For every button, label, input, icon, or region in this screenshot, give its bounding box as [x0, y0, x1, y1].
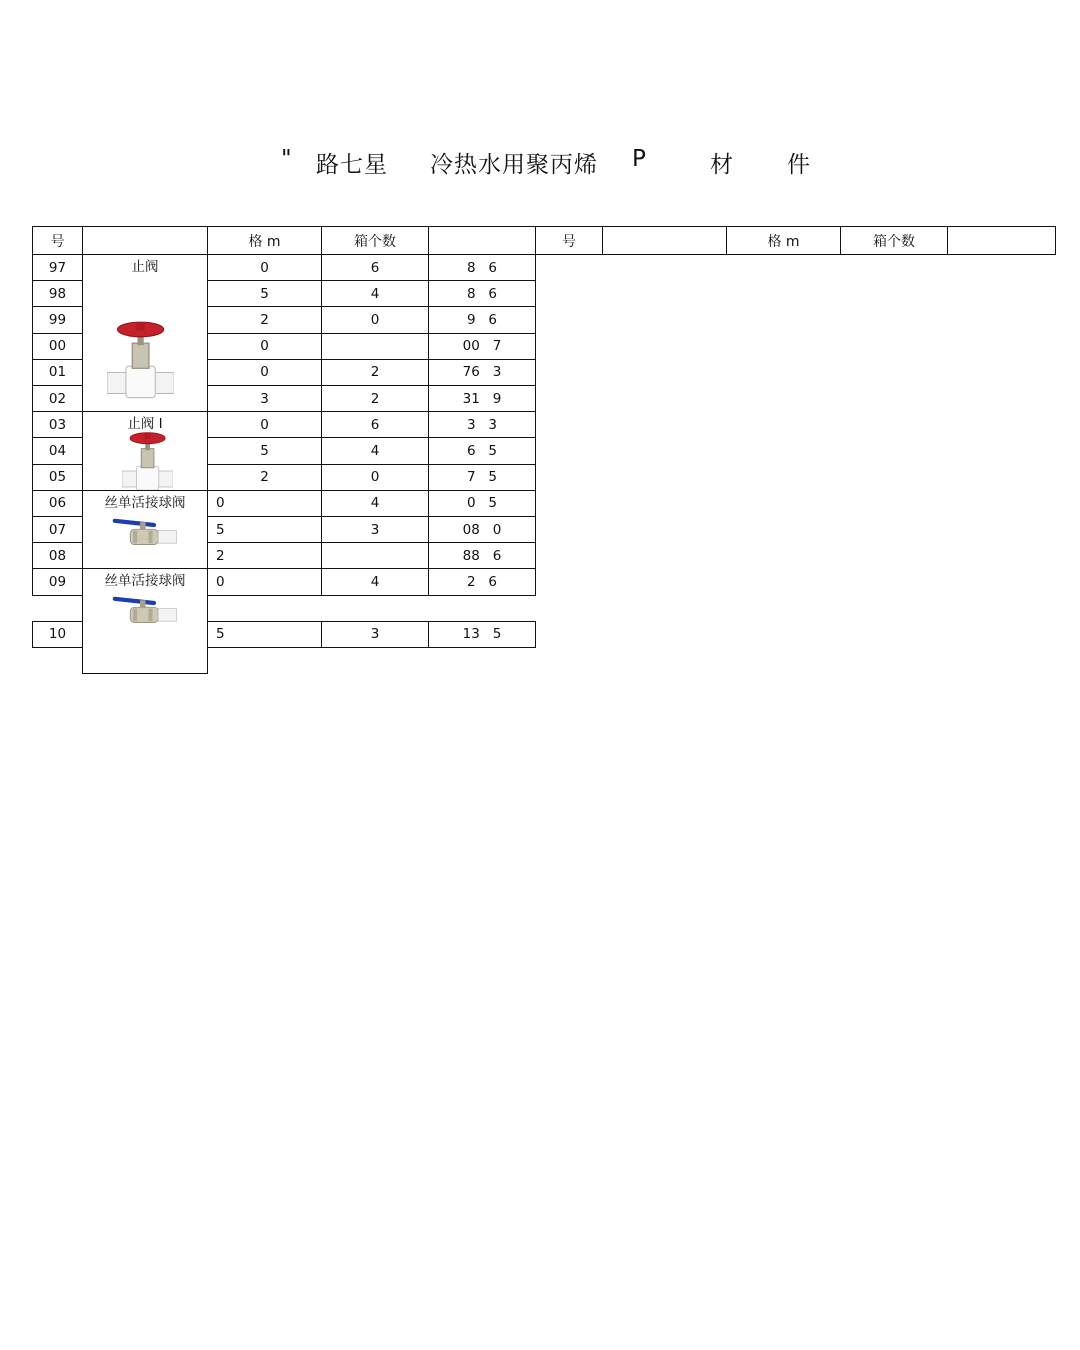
box-qty-cell: 4: [321, 490, 429, 517]
box-qty-cell: 0: [321, 306, 429, 333]
title-part: 件: [787, 152, 811, 178]
title-part: ": [281, 146, 293, 172]
item-no: 00: [32, 333, 83, 360]
item-no: 07: [32, 516, 83, 543]
item-no: 99: [32, 306, 83, 333]
price-cell: 6 5: [428, 437, 536, 464]
box-qty-cell: [321, 333, 429, 360]
header-box: 箱个数: [840, 226, 948, 255]
item-no: 08: [32, 542, 83, 569]
product-name: 丝单活接球阀: [82, 568, 208, 674]
spec-cell: 0: [207, 568, 322, 595]
item-no: 02: [32, 385, 83, 412]
header-name: [82, 226, 208, 255]
price-cell: 9 6: [428, 306, 536, 333]
ball-valve-icon: [112, 596, 179, 631]
spec-cell: 0: [207, 490, 322, 517]
price-cell: 31 9: [428, 385, 536, 412]
spec-cell: 2: [207, 306, 322, 333]
item-no: 03: [32, 411, 83, 438]
box-qty-cell: 6: [321, 254, 429, 281]
spec-cell: 3: [207, 385, 322, 412]
spec-cell: 5: [207, 437, 322, 464]
price-cell: 88 6: [428, 542, 536, 569]
item-no: 98: [32, 280, 83, 307]
ball-valve-icon: [112, 518, 179, 553]
item-no: 97: [32, 254, 83, 281]
item-no: 01: [32, 359, 83, 386]
spec-cell: 0: [207, 359, 322, 386]
spec-cell: 0: [207, 333, 322, 360]
price-cell: 13 5: [428, 621, 536, 648]
price-cell: 8 6: [428, 280, 536, 307]
header-spec: 格 m: [207, 226, 322, 255]
title-part: 材: [710, 152, 734, 178]
item-no: 10: [32, 621, 83, 648]
item-no: 05: [32, 464, 83, 491]
price-cell: 00 7: [428, 333, 536, 360]
spec-cell: 0: [207, 411, 322, 438]
spec-cell: 5: [207, 516, 322, 543]
item-no: 06: [32, 490, 83, 517]
box-qty-cell: 2: [321, 359, 429, 386]
globe-valve-icon: [107, 320, 174, 404]
box-qty-cell: 3: [321, 516, 429, 543]
title-part: P: [632, 146, 647, 172]
price-cell: 8 6: [428, 254, 536, 281]
price-cell: 2 6: [428, 568, 536, 595]
box-qty-cell: 4: [321, 437, 429, 464]
price-cell: 76 3: [428, 359, 536, 386]
title-part: 冷热水用聚丙烯: [430, 152, 598, 178]
price-cell: 3 3: [428, 411, 536, 438]
box-qty-cell: 2: [321, 385, 429, 412]
header-price: [428, 226, 536, 255]
product-name: 丝单活接球阀: [82, 490, 208, 570]
box-qty-cell: 0: [321, 464, 429, 491]
page-title: [0, 146, 1080, 180]
box-qty-cell: 4: [321, 568, 429, 595]
globe-valve-icon: [122, 431, 173, 496]
price-cell: 0 5: [428, 490, 536, 517]
product-name: 止阀 Ⅰ: [82, 411, 208, 491]
spec-cell: 5: [207, 621, 322, 648]
header-name: [602, 226, 727, 255]
header-spec: 格 m: [726, 226, 841, 255]
spec-cell: 0: [207, 254, 322, 281]
header-price: [947, 226, 1056, 255]
box-qty-cell: 4: [321, 280, 429, 307]
box-qty-cell: [321, 542, 429, 569]
header-box: 箱个数: [321, 226, 429, 255]
price-cell: 7 5: [428, 464, 536, 491]
box-qty-cell: 3: [321, 621, 429, 648]
product-name: 止阀: [82, 254, 208, 412]
header-no: 号: [32, 226, 83, 255]
item-no: 04: [32, 437, 83, 464]
box-qty-cell: 6: [321, 411, 429, 438]
spec-cell: 2: [207, 464, 322, 491]
price-table: [32, 226, 1055, 1169]
title-part: 路七星: [316, 152, 388, 178]
price-cell: 08 0: [428, 516, 536, 543]
spec-cell: 5: [207, 280, 322, 307]
header-no: 号: [535, 226, 603, 255]
item-no: 09: [32, 568, 83, 595]
spec-cell: 2: [207, 542, 322, 569]
